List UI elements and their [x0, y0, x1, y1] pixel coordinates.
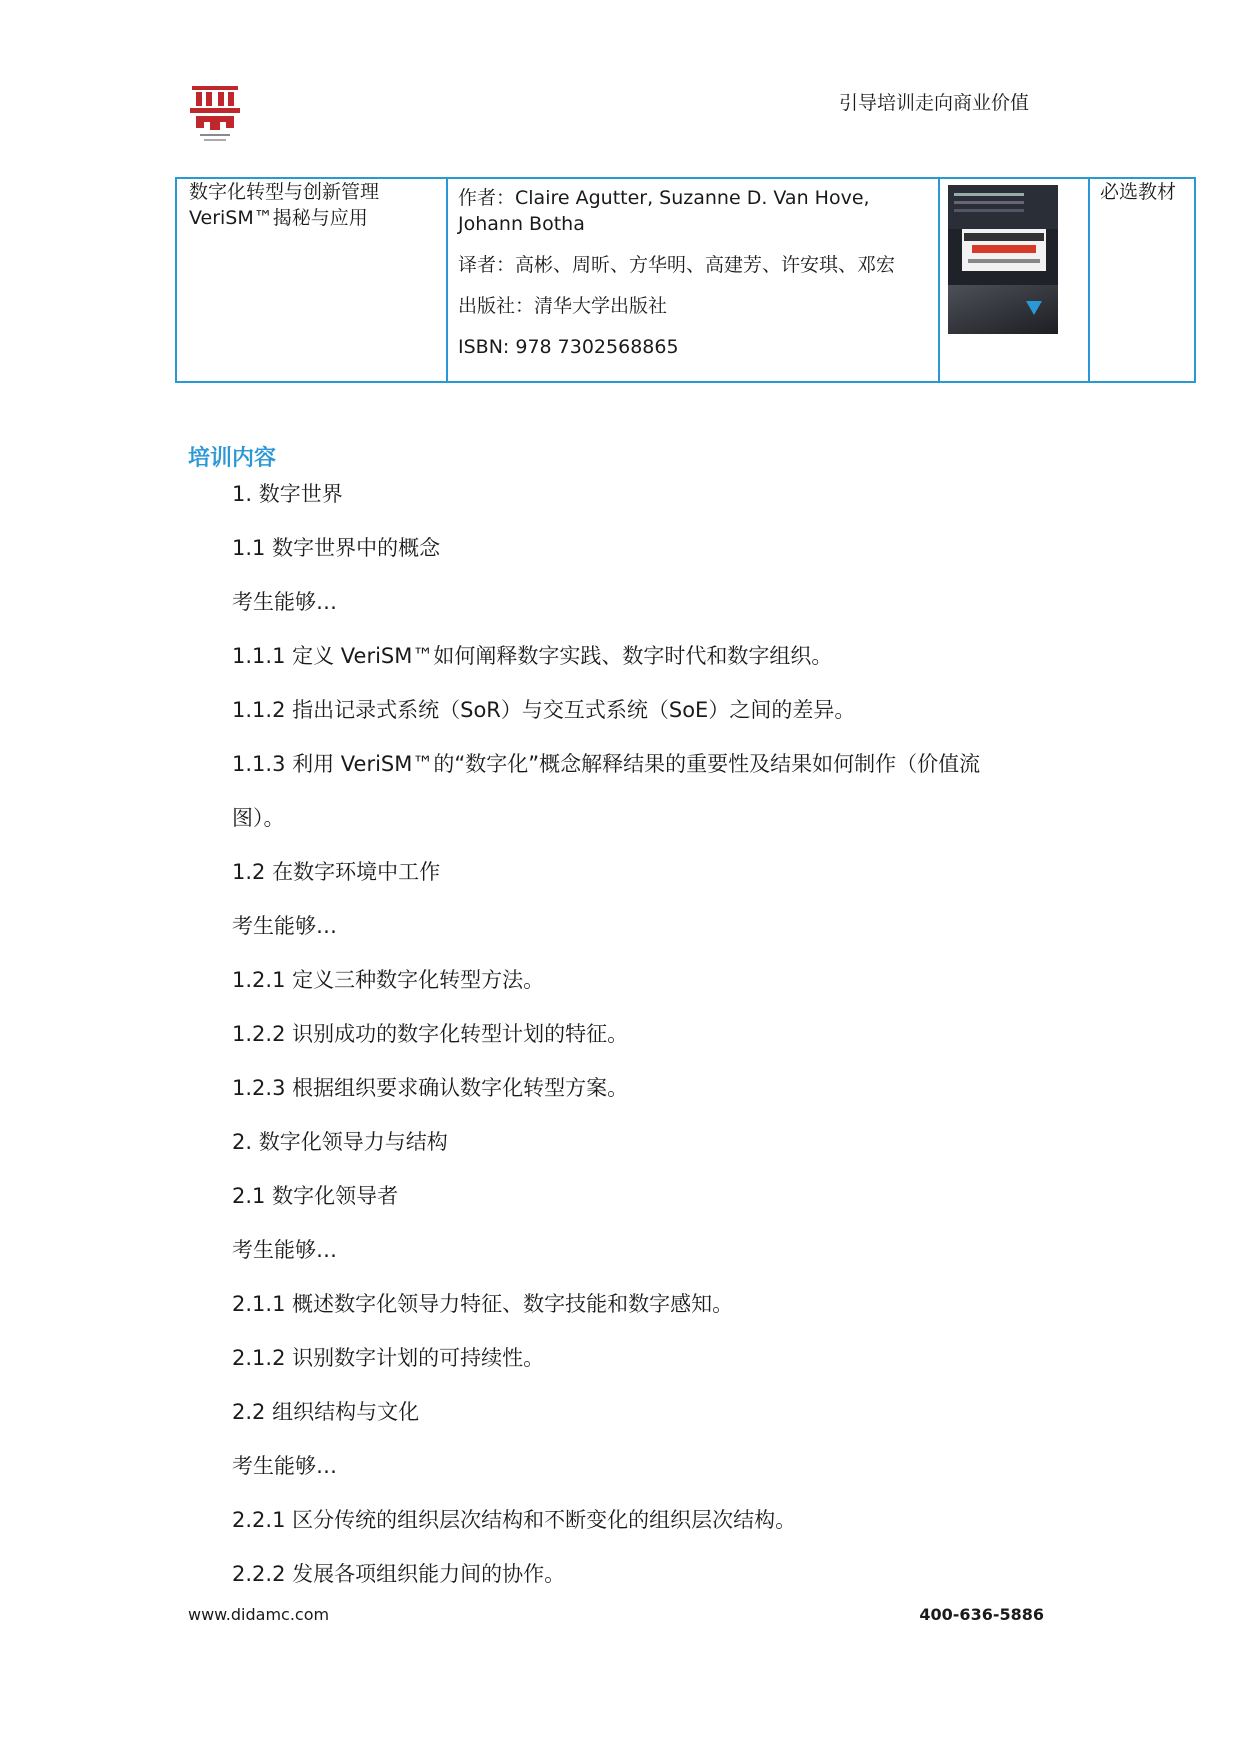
content-line: 1.2.1 定义三种数字化转型方法。: [232, 968, 545, 992]
book-title: 数字化转型与创新管理 VeriSM™揭秘与应用: [176, 178, 447, 382]
book-cover-image: [948, 185, 1058, 334]
book-cover-cell: [939, 178, 1089, 382]
content-line: 2. 数字化领导力与结构: [232, 1130, 448, 1154]
footer-website[interactable]: www.didamc.com: [188, 1605, 330, 1624]
footer-phone: 400-636-5886: [919, 1605, 1044, 1624]
section-title: 培训内容: [188, 446, 277, 471]
content-line: 1.1.3 利用 VeriSM™的“数字化”概念解释结果的重要性及结果如何制作（价值流: [232, 752, 981, 776]
book-author: 作者：Claire Agutter, Suzanne D. Van Hove, Johann Botha: [458, 187, 870, 235]
textbook-row: [176, 178, 1195, 382]
content-line: 图）。: [232, 806, 285, 830]
content-line: 2.2 组织结构与文化: [232, 1400, 420, 1424]
content-line: 考生能够…: [232, 1238, 337, 1262]
content-line: 考生能够…: [232, 590, 337, 614]
content-line: 1.2 在数字环境中工作: [232, 860, 441, 884]
content-line: 考生能够…: [232, 1454, 337, 1478]
book-info-cell: [447, 178, 939, 382]
training-content-list: [232, 479, 1052, 1613]
content-line: 1.1.1 定义 VeriSM™如何阐释数字实践、数字时代和数字组织。: [232, 644, 833, 668]
content-line: 1.1 数字世界中的概念: [232, 536, 441, 560]
content-line: 1. 数字世界: [232, 482, 343, 506]
content-line: 考生能够…: [232, 914, 337, 938]
header-slogan: 引导培训走向商业价值: [838, 92, 1029, 114]
content-line: 1.2.3 根据组织要求确认数字化转型方案。: [232, 1076, 629, 1100]
content-line: 2.1 数字化领导者: [232, 1184, 399, 1208]
book-status: 必选教材: [1089, 178, 1195, 382]
book-translator: 译者：高彬、周昕、方华明、高建芳、许安琪、邓宏: [458, 254, 896, 276]
content-line: 1.1.2 指出记录式系统（SoR）与交互式系统（SoE）之间的差异。: [232, 698, 856, 722]
book-isbn: ISBN: 978 7302568865: [458, 336, 679, 358]
content-line: 2.1.2 识别数字计划的可持续性。: [232, 1346, 545, 1370]
book-publisher: 出版社：清华大学出版社: [458, 295, 668, 317]
content-line: 2.2.2 发展各项组织能力间的协作。: [232, 1562, 566, 1586]
content-line: 2.2.1 区分传统的组织层次结构和不断变化的组织层次结构。: [232, 1508, 797, 1532]
content-line: 2.1.1 概述数字化领导力特征、数字技能和数字感知。: [232, 1292, 734, 1316]
content-line: 1.2.2 识别成功的数字化转型计划的特征。: [232, 1022, 629, 1046]
textbook-table: [175, 177, 1196, 383]
ding-da-consulting-logo-icon: [186, 84, 244, 144]
